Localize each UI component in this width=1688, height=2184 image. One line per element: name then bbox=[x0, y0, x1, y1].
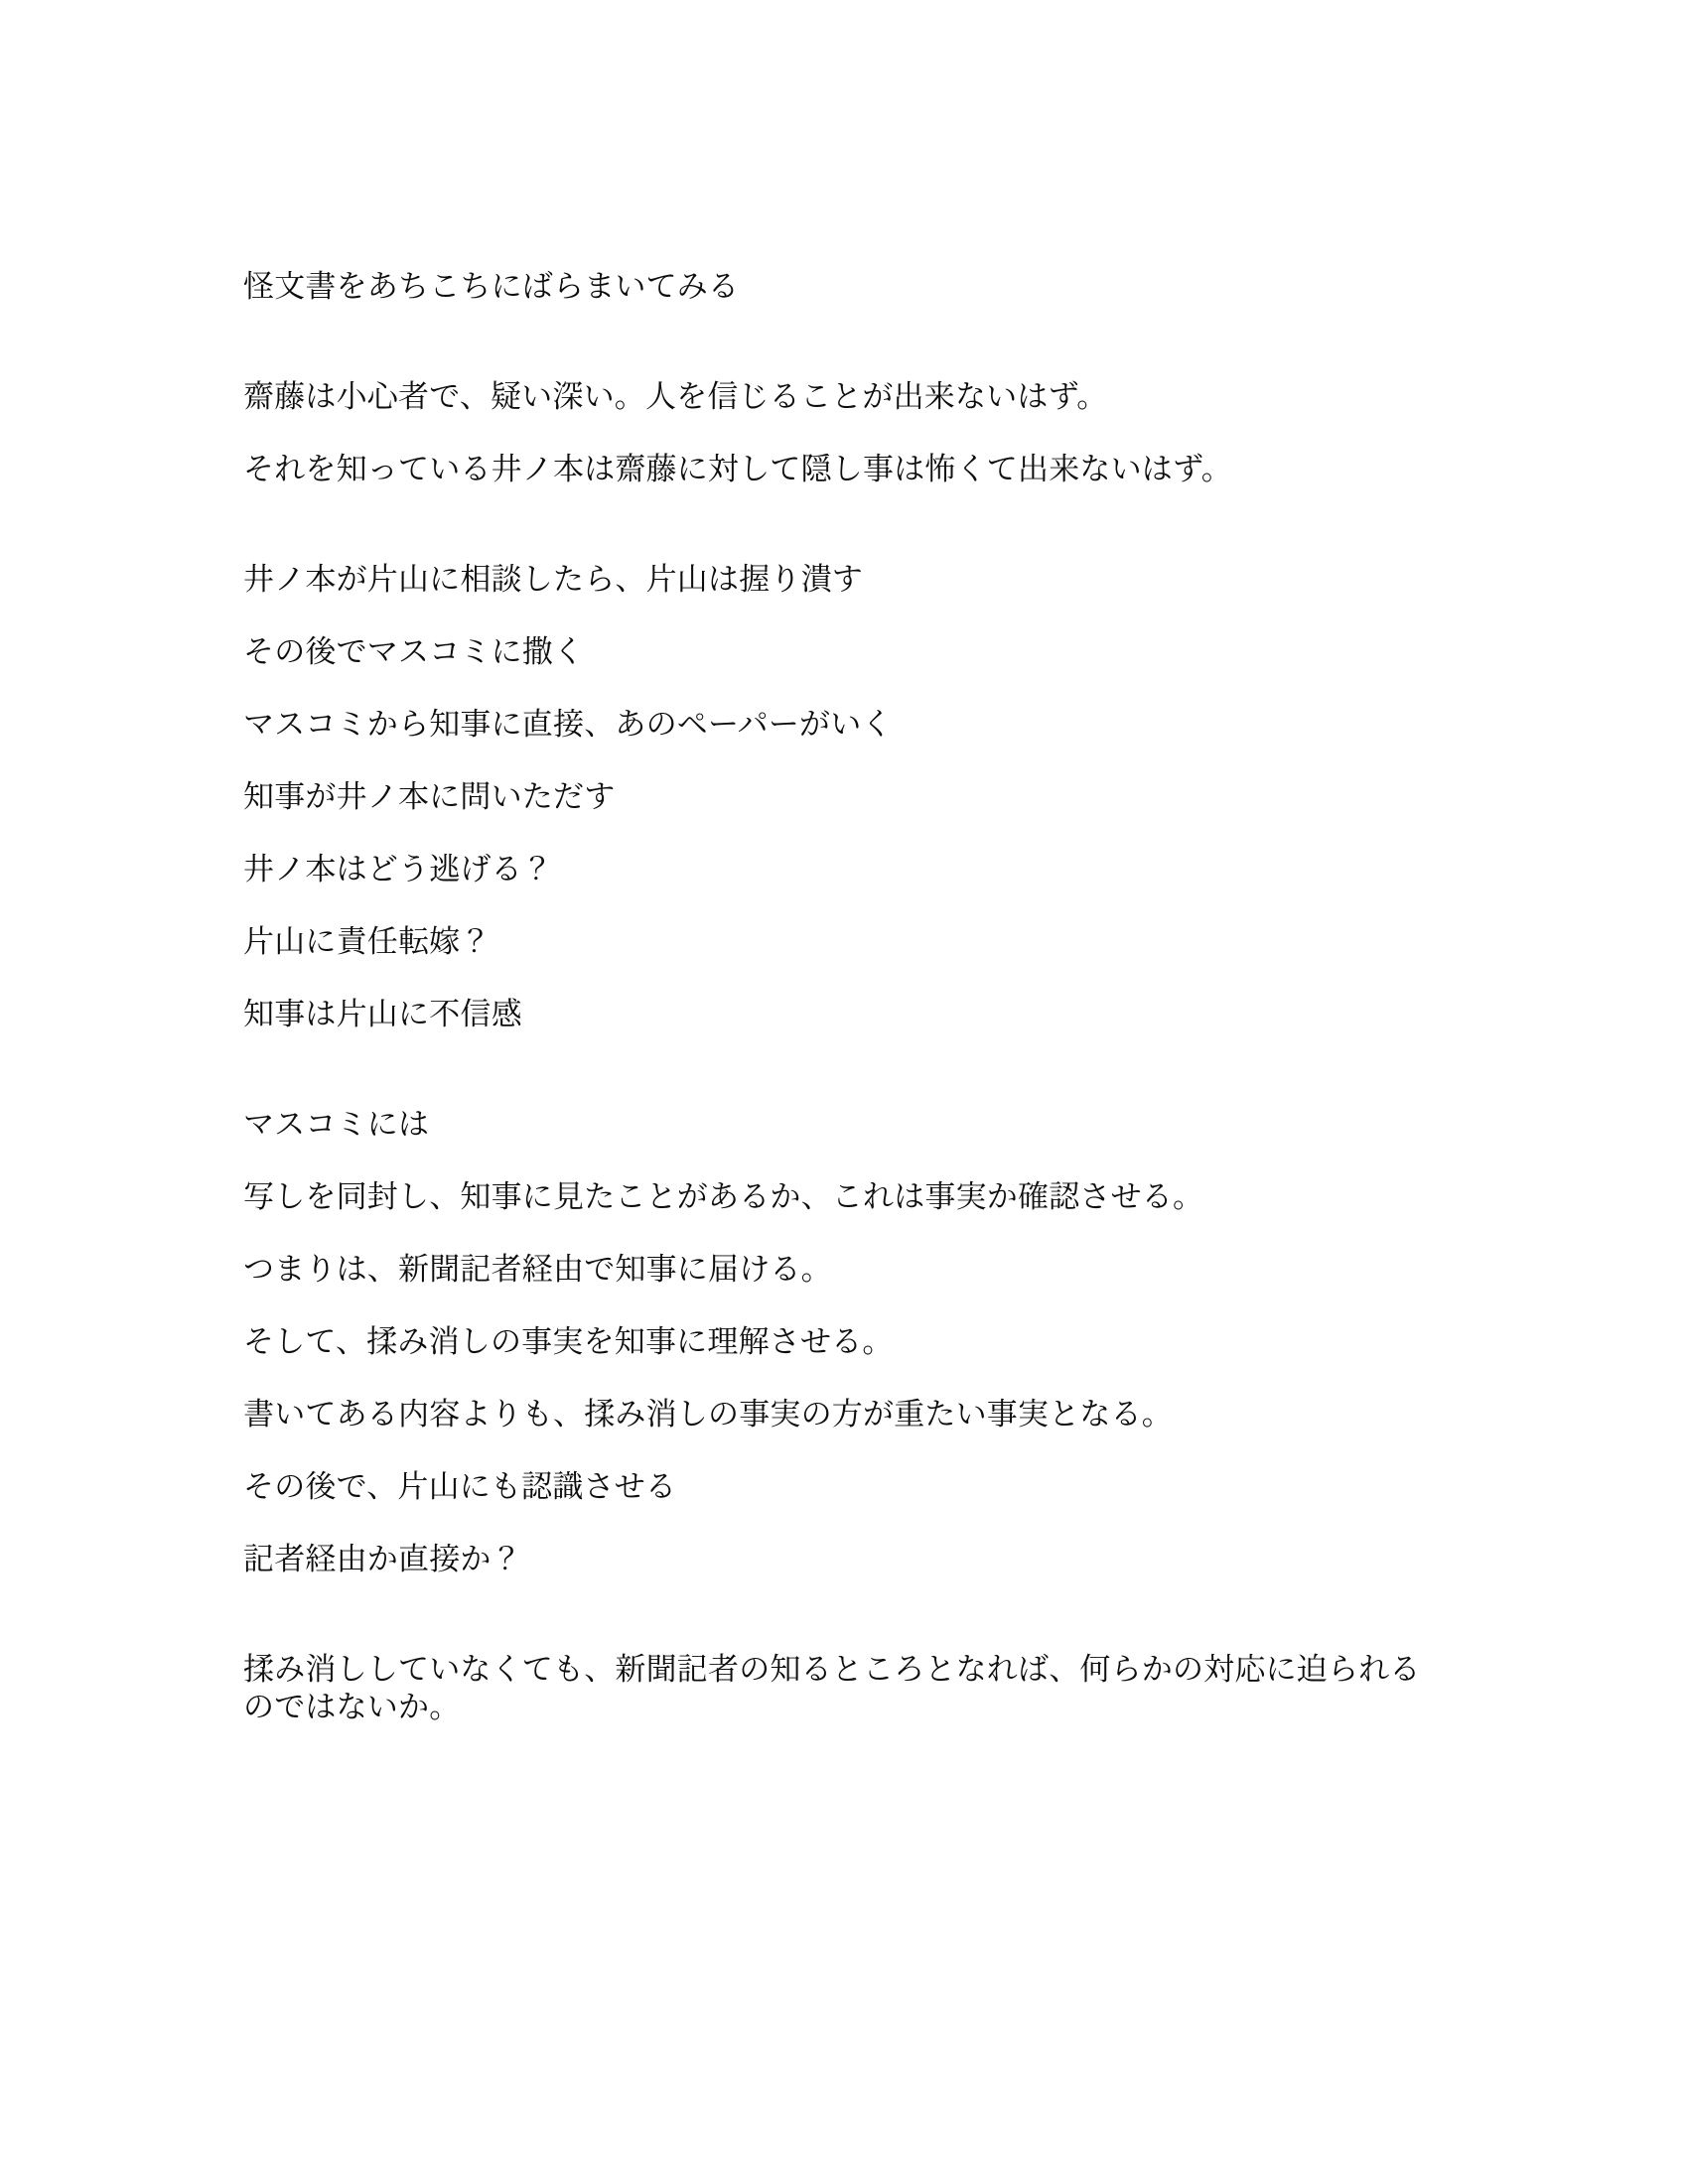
paragraph: 記者経由か直接か？ bbox=[243, 1542, 522, 1576]
paragraph: その後でマスコミに撒く bbox=[243, 634, 585, 669]
document-section bbox=[243, 378, 1451, 488]
paragraph: 知事が井ノ本に問いただす bbox=[243, 779, 616, 814]
paragraph: その後で、片山にも認識させる bbox=[243, 1469, 677, 1504]
paragraph: つまりは、新聞記者経由で知事に届ける。 bbox=[243, 1252, 832, 1287]
paragraph: 書いてある内容よりも、揉み消しの事実の方が重たい事実となる。 bbox=[243, 1397, 1173, 1432]
document-section bbox=[243, 561, 1451, 1033]
paragraph: マスコミから知事に直接、あのペーパーがいく bbox=[243, 707, 893, 742]
document-section bbox=[243, 268, 1451, 306]
paragraph: それを知っている井ノ本は齋藤に対して隠し事は怖くて出来ないはず。 bbox=[243, 452, 1232, 486]
paragraph: 揉み消ししていなくても、新聞記者の知るところとなれば、何らかの対応に迫られるのではないか。 bbox=[243, 1652, 1421, 1724]
paragraph: 井ノ本が片山に相談したら、片山は握り潰す bbox=[243, 562, 863, 597]
paragraph: 片山に責任転嫁？ bbox=[243, 924, 492, 959]
document-section bbox=[243, 1651, 1451, 1726]
paragraph: マスコミには bbox=[243, 1107, 430, 1142]
paragraph: そして、揉み消しの事実を知事に理解させる。 bbox=[243, 1324, 894, 1359]
paragraph: 井ノ本はどう逃げる？ bbox=[243, 852, 553, 887]
paragraph: 写しを同封し、知事に見たことがあるか、これは事実か確認させる。 bbox=[243, 1179, 1204, 1214]
document-content bbox=[243, 268, 1451, 1726]
document-title-line: 怪文書をあちこちにばらまいてみる bbox=[243, 269, 740, 304]
document-section bbox=[243, 1106, 1451, 1578]
paragraph: 齋藤は小心者で、疑い深い。人を信じることが出来ないはず。 bbox=[243, 379, 1108, 414]
paragraph: 知事は片山に不信感 bbox=[243, 997, 522, 1031]
